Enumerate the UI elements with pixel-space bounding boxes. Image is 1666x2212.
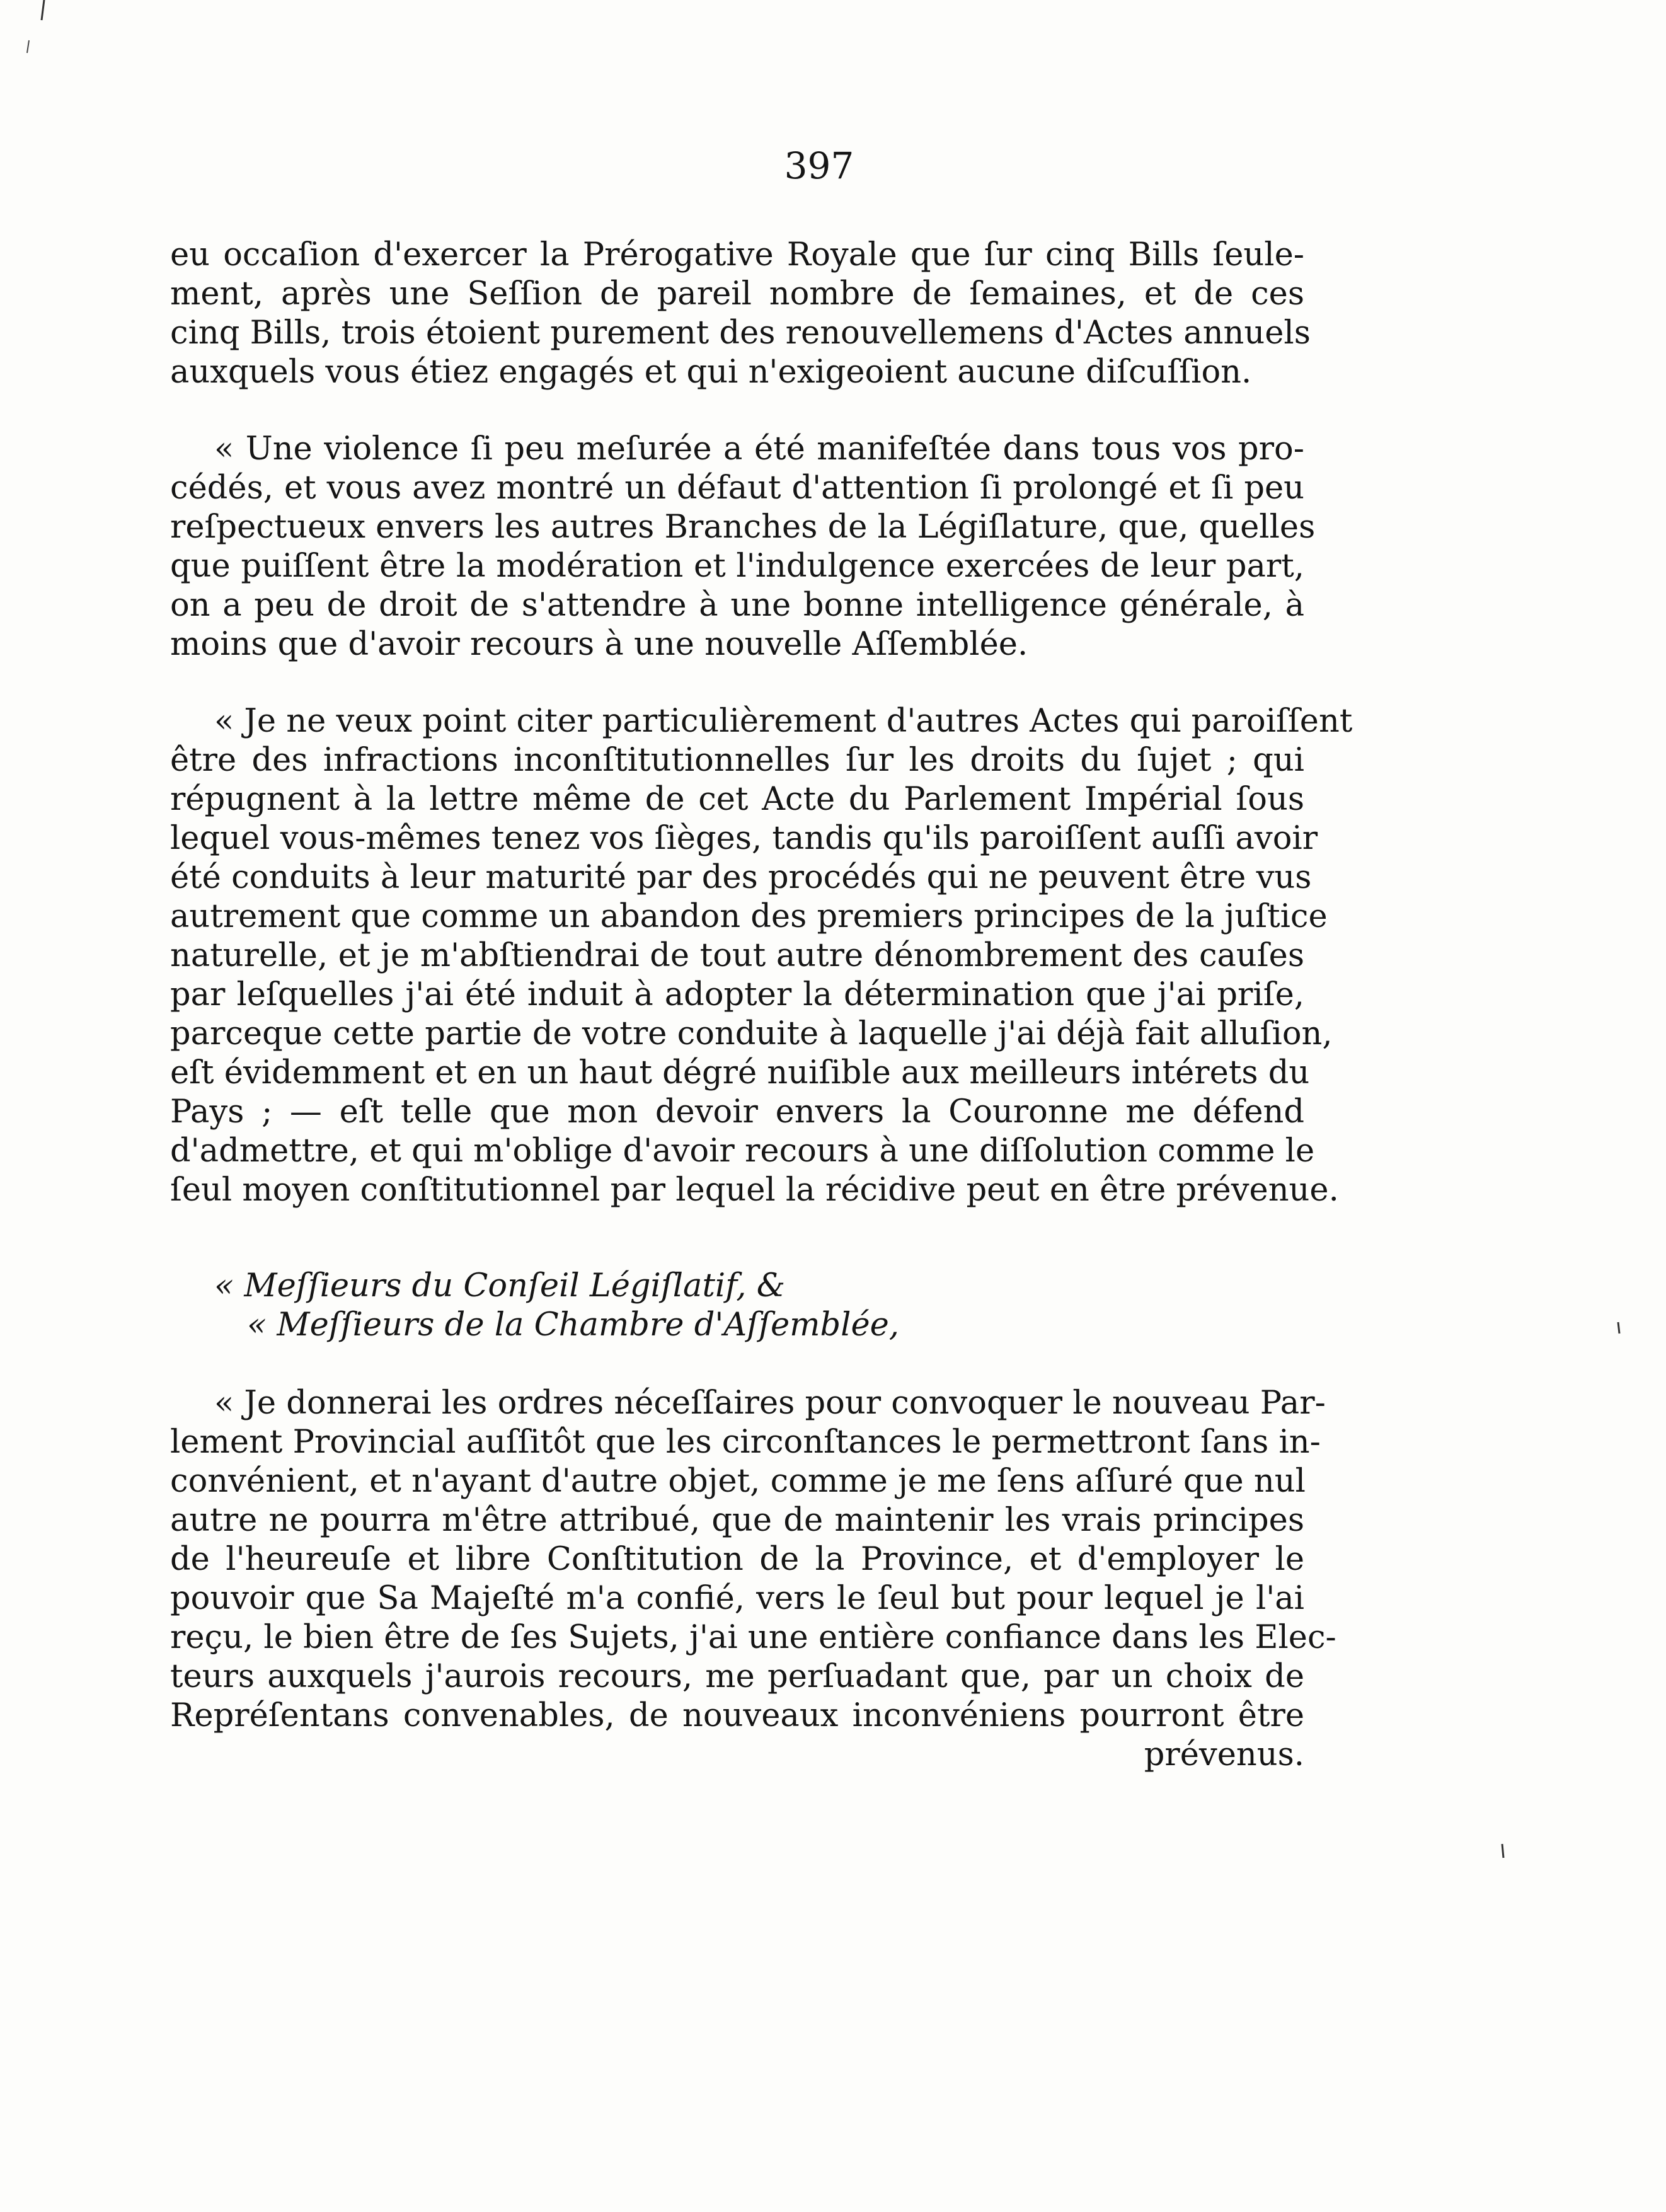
text-line: eu occaſion d'exercer la Prérogative Royale que ſur cinq Bills ſeule- <box>170 236 1304 274</box>
text-line: cédés, et vous avez montré un défaut d'attention ſi prolongé et ſi peu <box>170 469 1304 507</box>
text-line: que puiſſent être la modération et l'indulgence exercées de leur part, <box>170 548 1304 585</box>
text-line: pouvoir que Sa Majeſté m'a confié, vers le ſeul but pour lequel je l'ai <box>170 1580 1304 1617</box>
text-line: ment, après une Seſſion de pareil nombre de ſemaines, et de ces <box>170 275 1304 313</box>
text-line: été conduits à leur maturité par des procédés qui ne peuvent être vus <box>170 859 1312 896</box>
text-line: Repréſentans convenables, de nouveaux inconvéniens pourront être <box>170 1697 1304 1734</box>
text-line: par leſquelles j'ai été induit à adopter la détermination que j'ai priſe, <box>170 976 1304 1013</box>
address-line: « Meſſieurs du Conſeil Légiſlatif, & <box>214 1267 786 1305</box>
text-line: naturelle, et je m'abſtiendrai de tout autre dénombrement des cauſes <box>170 937 1304 974</box>
text-line: moins que d'avoir recours à une nouvelle Aſſemblée. <box>170 626 1028 663</box>
text-line: parceque cette partie de votre conduite à laquelle j'ai déjà fait alluſion, <box>170 1015 1333 1052</box>
address-line: « Meſſieurs de la Chambre d'Aſſemblée, <box>247 1306 900 1344</box>
text-line: lement Provincial auſſitôt que les circonſtances le permettront ſans in- <box>170 1424 1321 1461</box>
text-line: être des infractions inconſtitutionnelles ſur les droits du ſujet ; qui <box>170 742 1304 779</box>
text-line: eſt évidemment et en un haut dégré nuiſible aux meilleurs intérets du <box>170 1054 1310 1092</box>
text-line: reſpectueux envers les autres Branches de la Légiſlature, que, quelles <box>170 509 1316 546</box>
text-line: lequel vous-mêmes tenez vos ſièges, tandis qu'ils paroiſſent auſſi avoir <box>170 820 1318 857</box>
text-line: reçu, le bien être de ſes Sujets, j'ai une entière confiance dans les Elec- <box>170 1619 1336 1656</box>
text-line: convénient, et n'ayant d'autre objet, comme je me ſens aſſuré que nul <box>170 1463 1306 1500</box>
text-line: cinq Bills, trois étoient purement des renouvellemens d'Actes annuels <box>170 314 1311 352</box>
scan-speck <box>1502 1844 1503 1858</box>
text-line: « Je ne veux point citer particulièrement d'autres Actes qui paroiſſent <box>214 703 1353 740</box>
text-line: de l'heureuſe et libre Conſtitution de la Province, et d'employer le <box>170 1541 1304 1578</box>
text-line: teurs auxquels j'aurois recours, me perſuadant que, par un choix de <box>170 1658 1304 1695</box>
text-line: on a peu de droit de s'attendre à une bonne intelligence générale, à <box>170 587 1304 624</box>
text-line: autre ne pourra m'être attribué, que de maintenir les vrais principes <box>170 1502 1304 1539</box>
text-line: d'admettre, et qui m'oblige d'avoir recours à une diſſolution comme le <box>170 1132 1315 1170</box>
text-line: Pays ; — eſt telle que mon devoir envers la Couronne me défend <box>170 1093 1304 1131</box>
catchword: prévenus. <box>1144 1736 1304 1773</box>
text-line: répugnent à la lettre même de cet Acte du Parlement Impérial ſous <box>170 781 1304 818</box>
page-number: 397 <box>784 144 854 187</box>
text-line: « Je donnerai les ordres néceſſaires pour convoquer le nouveau Par- <box>214 1385 1326 1422</box>
text-line: ſeul moyen conſtitutionnel par lequel la récidive peut en être prévenue. <box>170 1172 1339 1209</box>
text-line: auxquels vous étiez engagés et qui n'exigeoient aucune diſcuſſion. <box>170 354 1252 391</box>
text-line: autrement que comme un abandon des premiers principes de la juſtice <box>170 898 1328 935</box>
scan-speck <box>27 40 29 53</box>
text-line: « Une violence ſi peu meſurée a été manifeſtée dans tous vos pro- <box>214 430 1304 468</box>
scan-speck <box>42 0 44 20</box>
scan-speck <box>1618 1322 1619 1334</box>
